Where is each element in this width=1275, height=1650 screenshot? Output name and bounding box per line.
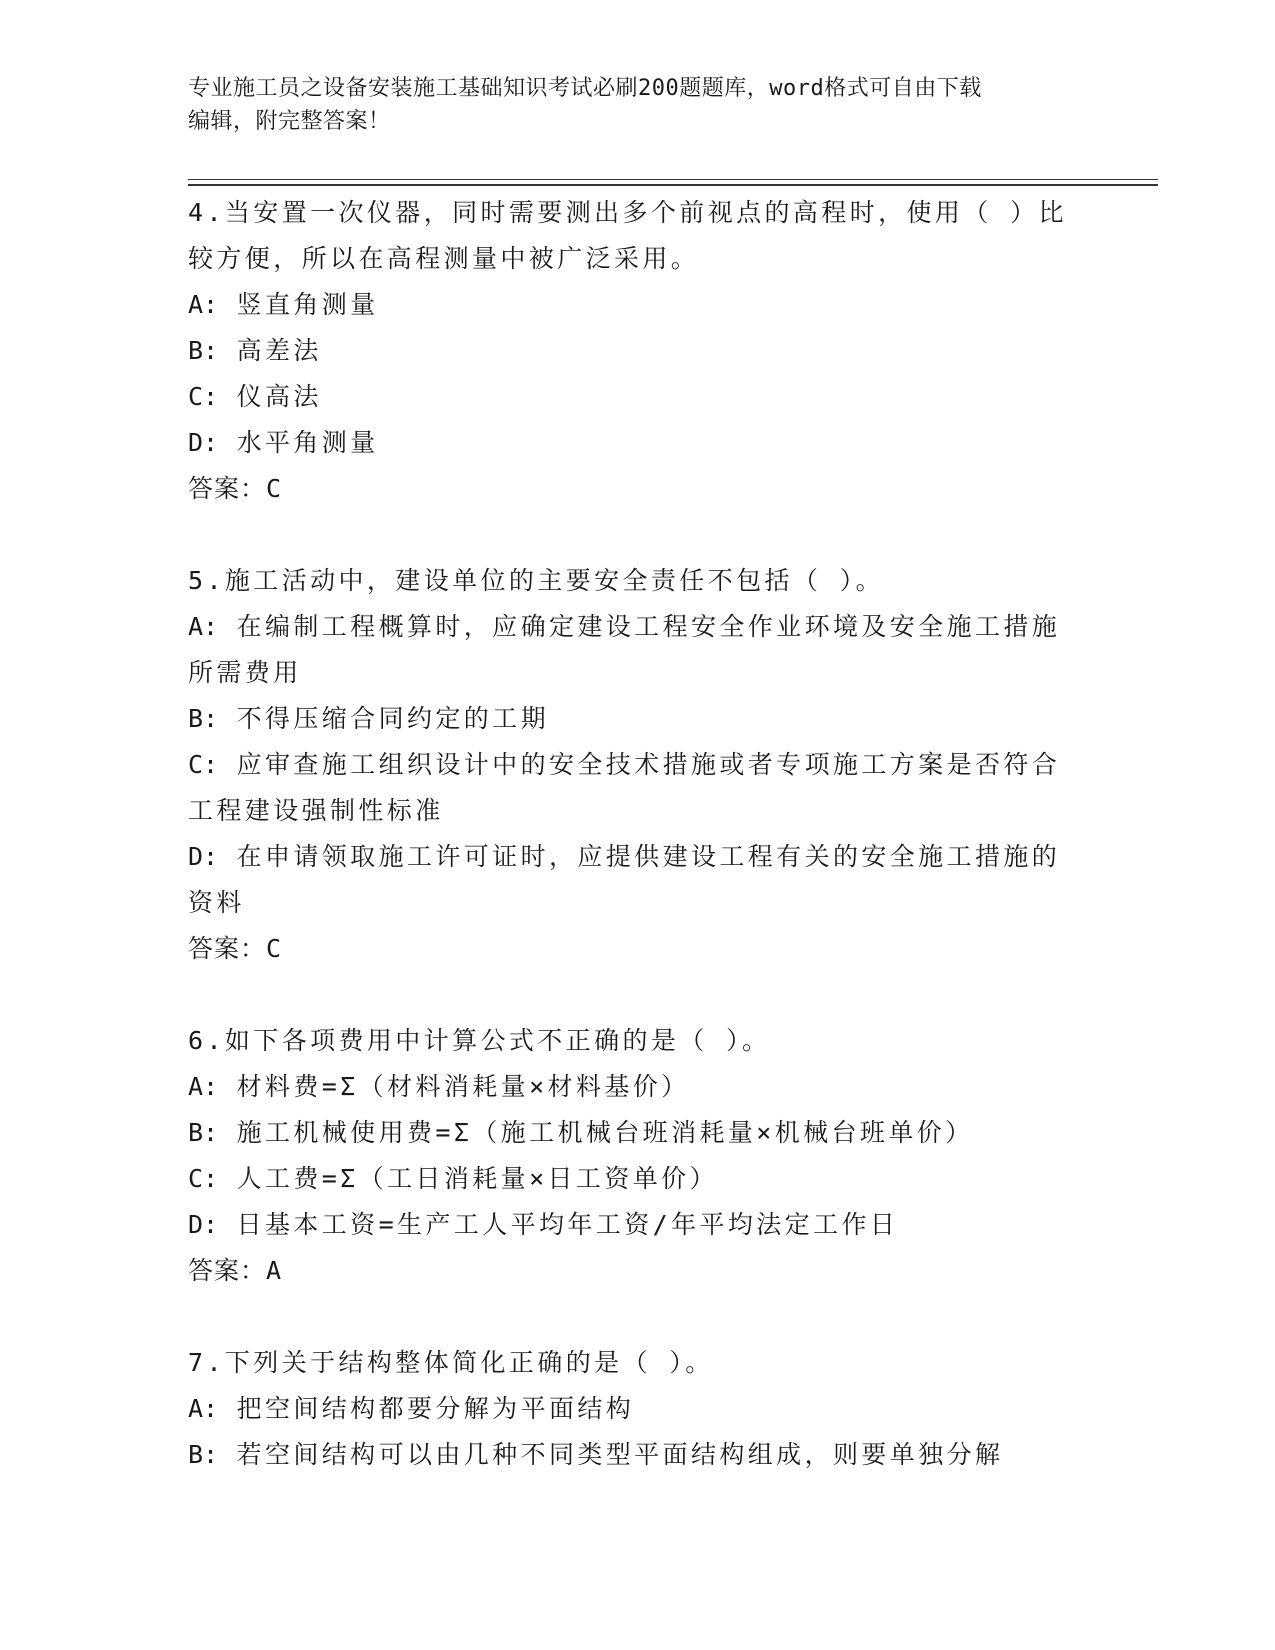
option-line	[188, 1386, 1088, 1432]
option-line	[188, 696, 1088, 742]
option-line	[188, 834, 1088, 880]
option-label: A:	[188, 290, 219, 319]
question-text-line: 7.下列关于结构整体简化正确的是（ ）。	[188, 1348, 714, 1377]
option-line	[188, 788, 1088, 834]
option-line	[188, 1110, 1088, 1156]
question-list	[188, 190, 1088, 1524]
option-label: D:	[188, 1210, 219, 1239]
option-text: 水平角测量	[236, 428, 379, 457]
option-line	[188, 328, 1088, 374]
option-text: 日基本工资=生产工人平均年工资/年平均法定工作日	[236, 1210, 899, 1239]
option-line	[188, 1156, 1088, 1202]
option-text: 人工费=Σ（工日消耗量×日工资单价）	[236, 1164, 718, 1193]
option-label: B:	[188, 1118, 219, 1147]
option-line	[188, 420, 1088, 466]
option-line	[188, 880, 1088, 926]
option-line	[188, 1064, 1088, 1110]
option-text: 不得压缩合同约定的工期	[236, 704, 549, 733]
option-line	[188, 604, 1088, 650]
option-label: C:	[188, 750, 219, 779]
answer-line: 答案：C	[188, 934, 283, 963]
option-label: C:	[188, 382, 219, 411]
question-block	[188, 558, 1088, 972]
option-text: 竖直角测量	[236, 290, 379, 319]
answer-line: 答案：C	[188, 474, 283, 503]
option-text: 在编制工程概算时，应确定建设工程安全作业环境及安全施工措施	[236, 612, 1061, 641]
option-label: B:	[188, 336, 219, 365]
option-text: 应审查施工组织设计中的安全技术措施或者专项施工方案是否符合	[236, 750, 1061, 779]
option-label: A:	[188, 612, 219, 641]
option-label: A:	[188, 1072, 219, 1101]
header-title-line-1: 专业施工员之设备安装施工基础知识考试必刷200题题库，word格式可自由下载	[188, 76, 982, 101]
option-text: 所需费用	[188, 658, 302, 687]
header-divider-thin	[188, 179, 1158, 180]
option-label: B:	[188, 704, 219, 733]
answer-line: 答案：A	[188, 1256, 283, 1285]
option-text: 材料费=Σ（材料消耗量×材料基价）	[236, 1072, 690, 1101]
option-line	[188, 1432, 1088, 1478]
header-divider-thick	[188, 184, 1158, 186]
option-text: 工程建设强制性标准	[188, 796, 444, 825]
question-block	[188, 1340, 1088, 1478]
document-header	[188, 72, 1088, 138]
option-text: 资料	[188, 888, 245, 917]
question-text-line: 4.当安置一次仪器，同时需要测出多个前视点的高程时，使用（ ）比	[188, 198, 1067, 227]
option-label: B:	[188, 1440, 219, 1469]
option-line	[188, 1202, 1088, 1248]
option-text: 施工机械使用费=Σ（施工机械台班消耗量×机械台班单价）	[236, 1118, 974, 1147]
option-line	[188, 650, 1088, 696]
option-text: 把空间结构都要分解为平面结构	[236, 1394, 635, 1423]
question-block	[188, 1018, 1088, 1294]
option-text: 在申请领取施工许可证时，应提供建设工程有关的安全施工措施的	[236, 842, 1061, 871]
option-text: 若空间结构可以由几种不同类型平面结构组成，则要单独分解	[236, 1440, 1004, 1469]
option-line	[188, 742, 1088, 788]
option-text: 高差法	[236, 336, 322, 365]
header-title-line-2: 编辑，附完整答案！	[188, 109, 391, 134]
question-text-line: 5.施工活动中，建设单位的主要安全责任不包括（ ）。	[188, 566, 885, 595]
option-label: D:	[188, 428, 219, 457]
option-text: 仪高法	[236, 382, 322, 411]
option-line	[188, 374, 1088, 420]
question-text-line: 较方便，所以在高程测量中被广泛采用。	[188, 244, 700, 273]
option-label: C:	[188, 1164, 219, 1193]
option-label: A:	[188, 1394, 219, 1423]
option-label: D:	[188, 842, 219, 871]
question-text-line: 6.如下各项费用中计算公式不正确的是（ ）。	[188, 1026, 771, 1055]
question-block	[188, 190, 1088, 512]
option-line	[188, 282, 1088, 328]
